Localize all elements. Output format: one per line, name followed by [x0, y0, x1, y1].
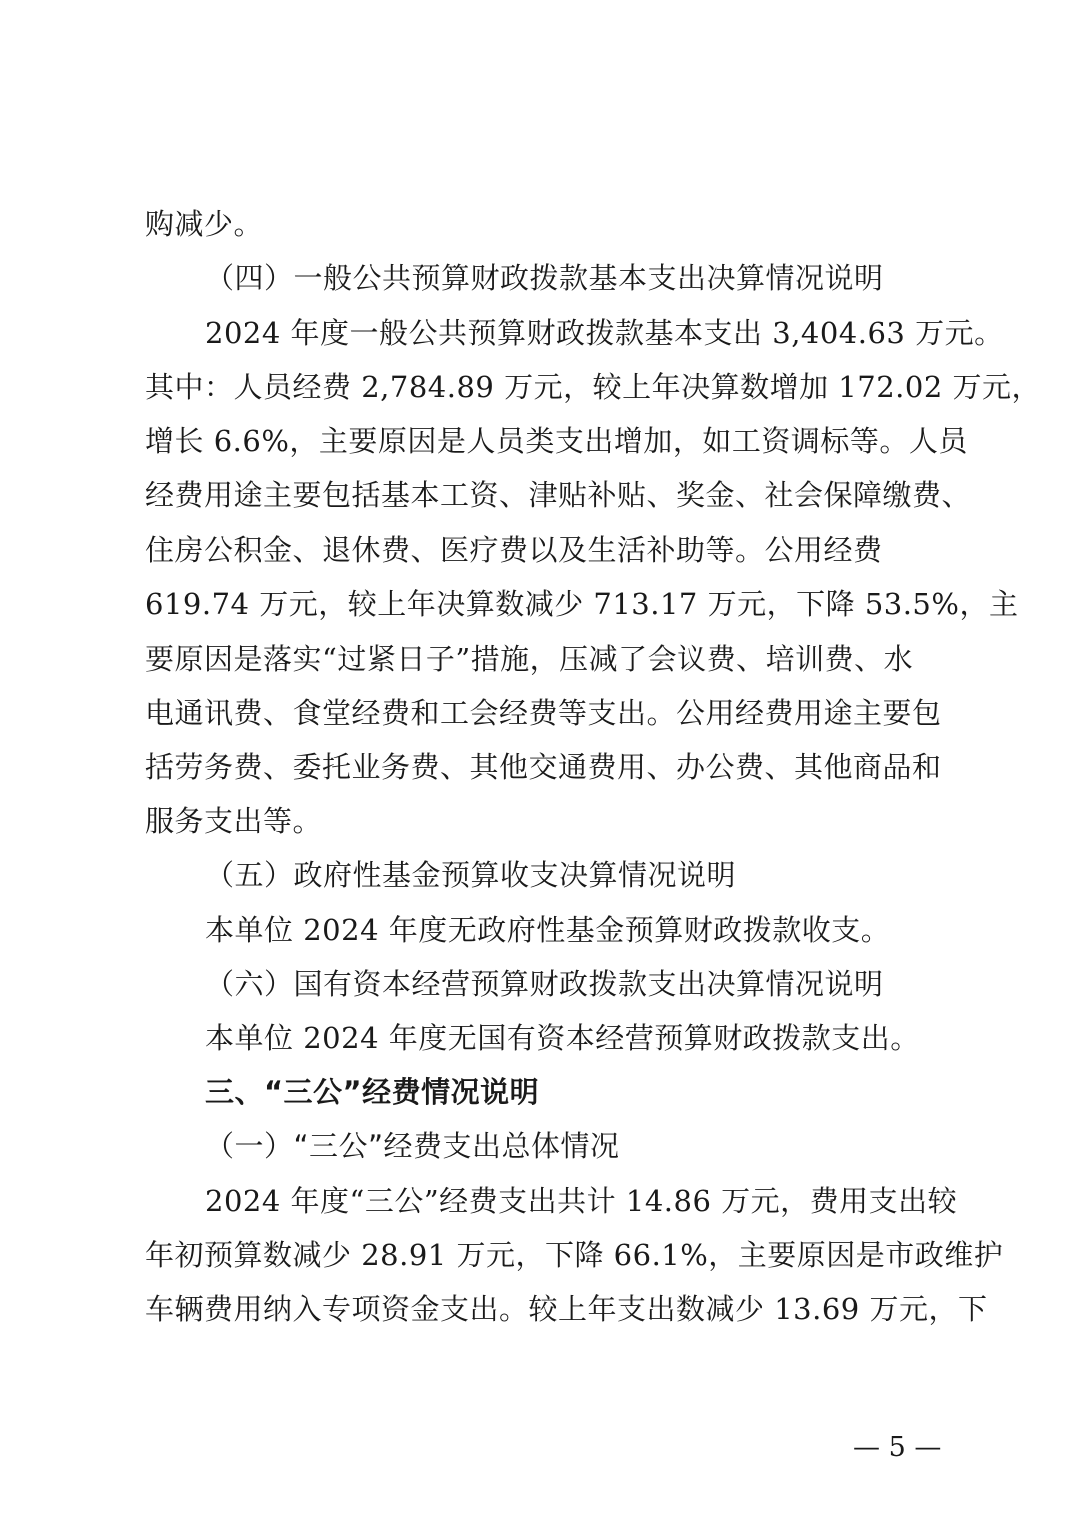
- text-line: 增长 6.6%，主要原因是人员类支出增加，如工资调标等。人员: [145, 424, 968, 458]
- text-line: 服务支出等。: [145, 804, 323, 838]
- text-line: 其中：人员经费 2,784.89 万元，较上年决算数增加 172.02 万元，: [145, 370, 1041, 404]
- text-line: 车辆费用纳入专项资金支出。较上年支出数减少 13.69 万元，下: [145, 1292, 988, 1326]
- text-line: 619.74 万元，较上年决算数减少 713.17 万元，下降 53.5%，主: [145, 587, 1019, 621]
- text-line: 购减少。: [145, 207, 264, 241]
- section-heading-4: （四）一般公共预算财政拨款基本支出决算情况说明: [205, 261, 884, 295]
- section-heading-1: （一）“三公”经费支出总体情况: [205, 1129, 620, 1163]
- page-number: — 5 —: [853, 1432, 942, 1463]
- text-line: 括劳务费、委托业务费、其他交通费用、办公费、其他商品和: [145, 750, 942, 784]
- text-line: 年初预算数减少 28.91 万元，下降 66.1%，主要原因是市政维护: [145, 1238, 1004, 1272]
- text-line: 电通讯费、食堂经费和工会经费等支出。公用经费用途主要包: [145, 696, 942, 730]
- chapter-heading-3: 三、“三公”经费情况说明: [205, 1075, 540, 1109]
- text-line: 住房公积金、退休费、医疗费以及生活补助等。公用经费: [145, 533, 883, 567]
- text-line: 本单位 2024 年度无政府性基金预算财政拨款收支。: [205, 913, 891, 947]
- text-line: 2024 年度“三公”经费支出共计 14.86 万元，费用支出较: [205, 1184, 958, 1218]
- section-heading-5: （五）政府性基金预算收支决算情况说明: [205, 858, 737, 892]
- text-line: 2024 年度一般公共预算财政拨款基本支出 3,404.63 万元。: [205, 316, 1004, 350]
- section-heading-6: （六）国有资本经营预算财政拨款支出决算情况说明: [205, 967, 884, 1001]
- text-line: 要原因是落实“过紧日子”措施，压减了会议费、培训费、水: [145, 642, 914, 676]
- text-line: 经费用途主要包括基本工资、津贴补贴、奖金、社会保障缴费、: [145, 478, 972, 512]
- text-line: 本单位 2024 年度无国有资本经营预算财政拨款支出。: [205, 1021, 920, 1055]
